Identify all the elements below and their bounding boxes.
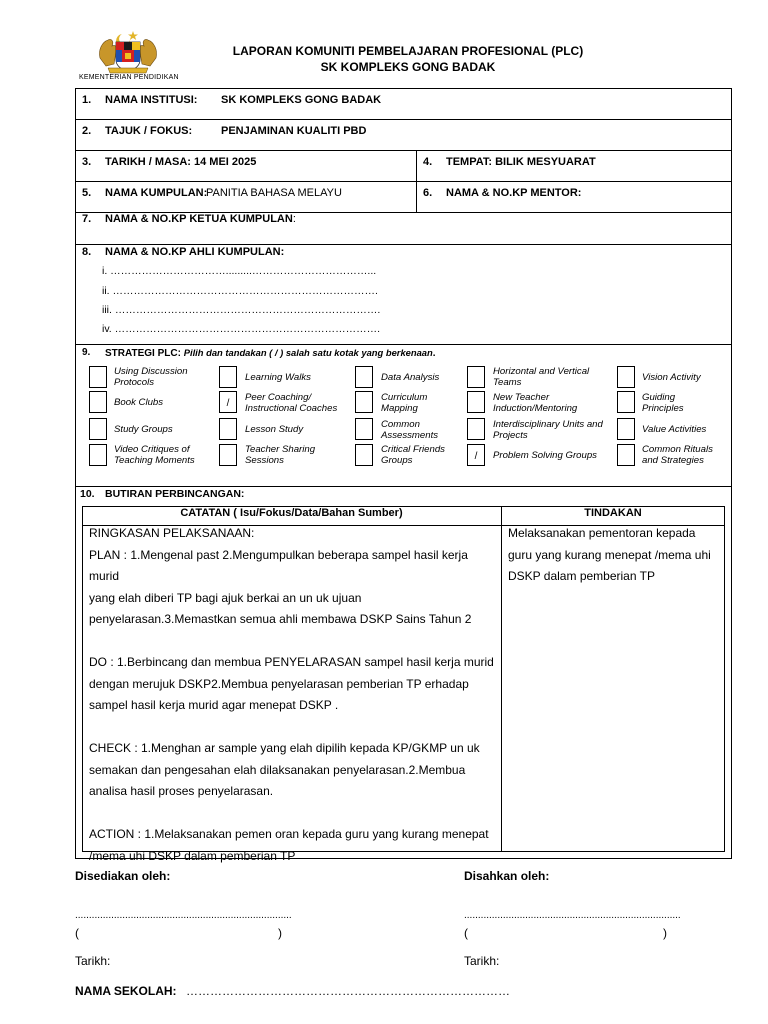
field-number: 7. [82,213,92,225]
strategy-option-label: Curriculum Mapping [381,392,428,414]
checkbox-learning-walks[interactable] [219,366,237,388]
discussion-label: BUTIRAN PERBINCANGAN: [105,488,245,500]
action-line: guru yang kurang menepat /mema uhi [508,547,711,562]
checkbox-lesson-study[interactable] [219,418,237,440]
strategy-option-label: Vision Activity [642,372,701,383]
group-name-label: NAMA KUMPULAN: [105,187,208,199]
school-name-field[interactable]: ……………………………………………………………………… [186,984,510,998]
action-column-header: TINDAKAN [584,507,642,519]
strategy-option-label: Peer Coaching/ Instructional Coaches [245,392,338,414]
strategy-option-label: Using Discussion Protocols [114,366,188,388]
note-line: RINGKASAN PELAKSANAAN: [89,526,255,540]
strategy-instruction-end: . [432,348,436,359]
checkbox-book-clubs[interactable] [89,391,107,413]
strategy-option-label: Horizontal and Vertical Teams [493,366,590,388]
school-name-label: NAMA SEKOLAH: [75,984,177,998]
ministry-name: KEMENTERIAN PENDIDIKAN [79,74,179,81]
checkbox-vision-activity[interactable] [617,366,635,388]
member-line[interactable]: ii. …………………………………………………………………. [102,285,378,297]
date-time-field[interactable]: TARIKH / MASA: 14 MEI 2025 [105,156,257,168]
checkbox-interdisciplinary-units[interactable] [467,418,485,440]
note-line: dengan merujuk DSKP2.Membua penyelarasan pemberian TP erhadap [89,676,469,691]
strategy-option-label: Interdisciplinary Units and Projects [493,419,603,441]
strategy-option-label: Data Analysis [381,372,440,383]
checkbox-peer-coaching[interactable]: / [219,391,237,413]
strategy-instruction: Pilih dan tandakan ( / ) salah satu kotak yang berkenaan [183,347,433,358]
discussion-notes[interactable] [89,523,499,867]
checkbox-study-groups[interactable] [89,418,107,440]
checkbox-common-assessments[interactable] [355,418,373,440]
paren-open: ( [464,926,468,940]
field-number: 6. [423,187,433,199]
strategy-option-label: Value Activities [642,424,707,435]
focus-value[interactable]: PENJAMINAN KUALITI PBD [221,125,367,137]
checkbox-new-teacher-induction[interactable] [467,391,485,413]
field-number: 3. [82,156,92,168]
institution-label: NAMA INSTITUSI: [105,94,198,106]
checkbox-common-rituals[interactable] [617,444,635,466]
note-line: CHECK : 1.Menghan ar sample yang elah dipilih kepada KP/GKMP un uk [89,741,480,755]
approved-date-label: Tarikh: [464,954,500,968]
checkbox-critical-friends[interactable] [355,444,373,466]
note-line: yang elah diberi TP bagi ajuk berkai an un uk ujuan [89,590,362,605]
action-line: DSKP dalam pemberian TP [508,569,655,583]
note-line: analisa hasil proses penyelarasan. [89,784,274,798]
group-name-value[interactable]: PANITIA BAHASA MELAYU [206,187,342,199]
approved-by-label: Disahkan oleh: [464,869,550,883]
venue-field[interactable]: TEMPAT: BILIK MESYUARAT [446,156,596,168]
field-number: 5. [82,187,92,199]
divider [75,181,732,182]
strategy-option-label: Teacher Sharing Sessions [245,444,316,466]
divider [75,344,732,345]
prepared-signature-line[interactable]: .............................................................................. [75,910,292,921]
members-label: NAMA & NO.KP AHLI KUMPULAN: [105,246,285,258]
strategy-option-label: Common Assessments [381,419,439,441]
checkbox-curriculum-mapping[interactable] [355,391,373,413]
paren-close: ) [278,926,282,940]
note-line [89,803,499,825]
report-title: LAPORAN KOMUNITI PEMBELAJARAN PROFESIONAL (PLC) [232,44,584,58]
strategy-option-label: Problem Solving Groups [493,450,597,461]
colon: : [292,213,296,225]
member-line[interactable]: iii. …………………………………………………………………. [102,304,381,316]
mentor-label: NAMA & NO.KP MENTOR: [446,187,582,199]
note-line: sampel hasil kerja murid agar menepat DSKP . [89,698,339,712]
note-line: ACTION : 1.Melaksanakan pemen oran kepada guru yang kurang menepat [89,827,489,841]
checkbox-guiding-principles[interactable] [617,391,635,413]
strategy-option-label: Video Critiques of Teaching Moments [114,444,195,466]
focus-label: TAJUK / FOKUS: [105,125,193,137]
strategy-option-label: Common Rituals and Strategies [642,444,713,466]
note-line: semakan dan pengesahan elah dilaksanakan penyelarasan.2.Membua [89,762,466,777]
paren-open: ( [75,926,79,940]
strategy-option-label: Lesson Study [245,424,304,435]
strategy-option-label: Book Clubs [114,397,164,408]
note-line: PLAN : 1.Mengenal past 2.Mengumpulkan beberapa sampel hasil kerja murid [89,547,468,583]
strategy-label: STRATEGI PLC: [105,348,181,359]
paren-close: ) [663,926,667,940]
notes-column-header: CATATAN ( Isu/Fokus/Data/Bahan Sumber) [180,507,403,519]
strategy-option-label: Guiding Principles [642,392,684,414]
action-line: Melaksanakan pementoran kepada [508,526,696,540]
checkbox-problem-solving-groups[interactable]: / [467,444,485,466]
approved-signature-line[interactable]: .............................................................................. [464,910,681,921]
note-line: /mema uhi DSKP dalam pemberian TP [89,848,296,863]
field-number: 1. [82,94,92,106]
group-leader-label-text: NAMA & NO.KP KETUA KUMPULAN [105,213,293,225]
member-line[interactable]: iv. …………………………………………………………………. [102,323,381,335]
institution-value[interactable]: SK KOMPLEKS GONG BADAK [221,94,382,106]
note-line [89,717,499,739]
checkbox-teacher-sharing[interactable] [219,444,237,466]
field-number: 9. [82,347,91,358]
field-number: 2. [82,125,92,137]
prepared-by-label: Disediakan oleh: [75,869,171,883]
checkbox-using-discussion-protocols[interactable] [89,366,107,388]
divider [501,506,502,852]
checkbox-video-critiques[interactable] [89,444,107,466]
member-line[interactable]: i. …………………………….........……………………………... [102,265,377,277]
divider [75,244,732,245]
divider [75,486,732,487]
checkbox-data-analysis[interactable] [355,366,373,388]
note-line: penyelarasan.3.Memastkan semua ahli membawa DSKP Sains Tahun 2 [89,612,472,626]
field-number: 10. [80,488,95,500]
field-number: 8. [82,246,92,258]
checkbox-horizontal-vertical-teams[interactable] [467,366,485,388]
divider [75,150,732,151]
strategy-option-label: Critical Friends Groups [381,444,445,466]
note-line [89,631,499,653]
note-line: DO : 1.Berbincang dan membua PENYELARASAN sampel hasil kerja murid [89,655,494,669]
strategy-option-label: Study Groups [114,424,173,435]
prepared-date-label: Tarikh: [75,954,111,968]
checkbox-value-activities[interactable] [617,418,635,440]
action-notes[interactable] [508,523,723,588]
divider [75,119,732,120]
school-title: SK KOMPLEKS GONG BADAK [320,60,496,74]
strategy-option-label: New Teacher Induction/Mentoring [493,392,578,414]
strategy-heading [105,347,436,359]
group-leader-label [105,213,296,225]
field-number: 4. [423,156,433,168]
strategy-option-label: Learning Walks [245,372,311,383]
divider [416,150,417,212]
